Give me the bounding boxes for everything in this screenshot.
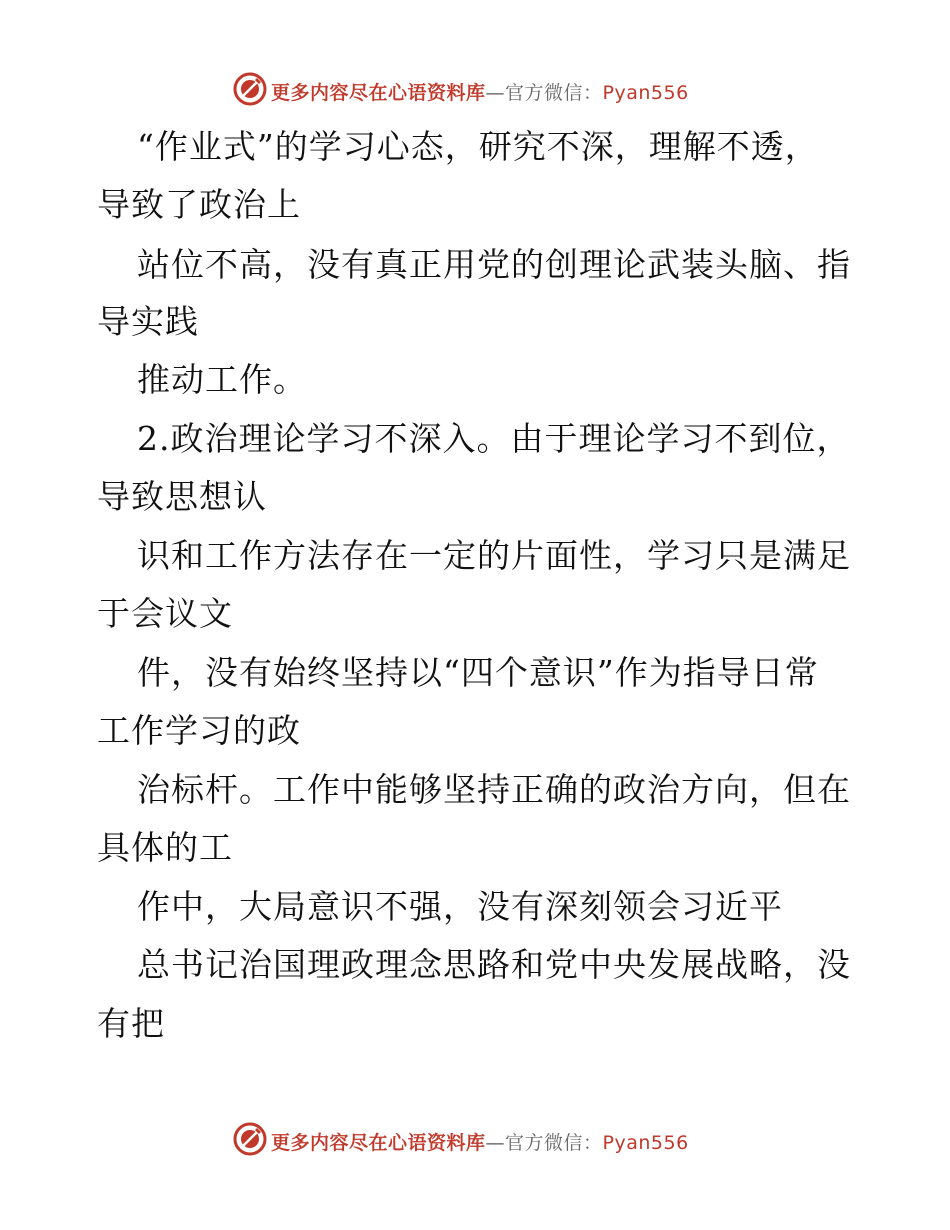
header-brand-text: 更多内容尽在心语资料库—官方微信：Pyan556: [271, 82, 689, 104]
footer-separator: —: [485, 1132, 506, 1154]
header-wechat-label: 官方微信：: [505, 82, 603, 104]
text-line: 工作学习的政: [97, 711, 301, 750]
text-line: 总书记治国理政理念思路和党中央发展战略，没: [137, 945, 851, 984]
text-line: 于会议文: [97, 594, 233, 633]
text-line: 治标杆。工作中能够坚持正确的政治方向，但在: [137, 770, 851, 809]
text-line: 推动工作。: [137, 360, 307, 399]
text-line: 识和工作方法存在一定的片面性，学习只是满足: [137, 536, 851, 575]
text-line: 具体的工: [97, 828, 233, 867]
text-line: “作业式”的学习心态，研究不深，理解不透，: [137, 127, 819, 166]
text-line: 导致了政治上: [97, 185, 301, 224]
text-line: 作中，大局意识不强，没有深刻领会习近平: [137, 887, 783, 926]
footer-wechat-handle: Pyan556: [602, 1132, 689, 1154]
footer-brand-text: 更多内容尽在心语资料库—官方微信：Pyan556: [271, 1132, 689, 1154]
pen-seal-icon: [233, 1122, 267, 1156]
header-wechat-handle: Pyan556: [602, 82, 689, 104]
header-separator: —: [485, 82, 506, 104]
text-line: 件，没有始终坚持以“四个意识”作为指导日常: [137, 653, 819, 692]
text-line: 站位不高，没有真正用党的创理论武装头脑、指: [137, 245, 851, 284]
footer-wechat-label: 官方微信：: [505, 1132, 603, 1154]
text-line: 导致思想认: [97, 477, 267, 516]
text-line: 有把: [97, 1004, 165, 1043]
text-line: 导实践: [97, 302, 199, 341]
text-line: 2.政治理论学习不深入。由于理论学习不到位，: [137, 419, 851, 458]
footer-banner: [0, 1122, 950, 1162]
